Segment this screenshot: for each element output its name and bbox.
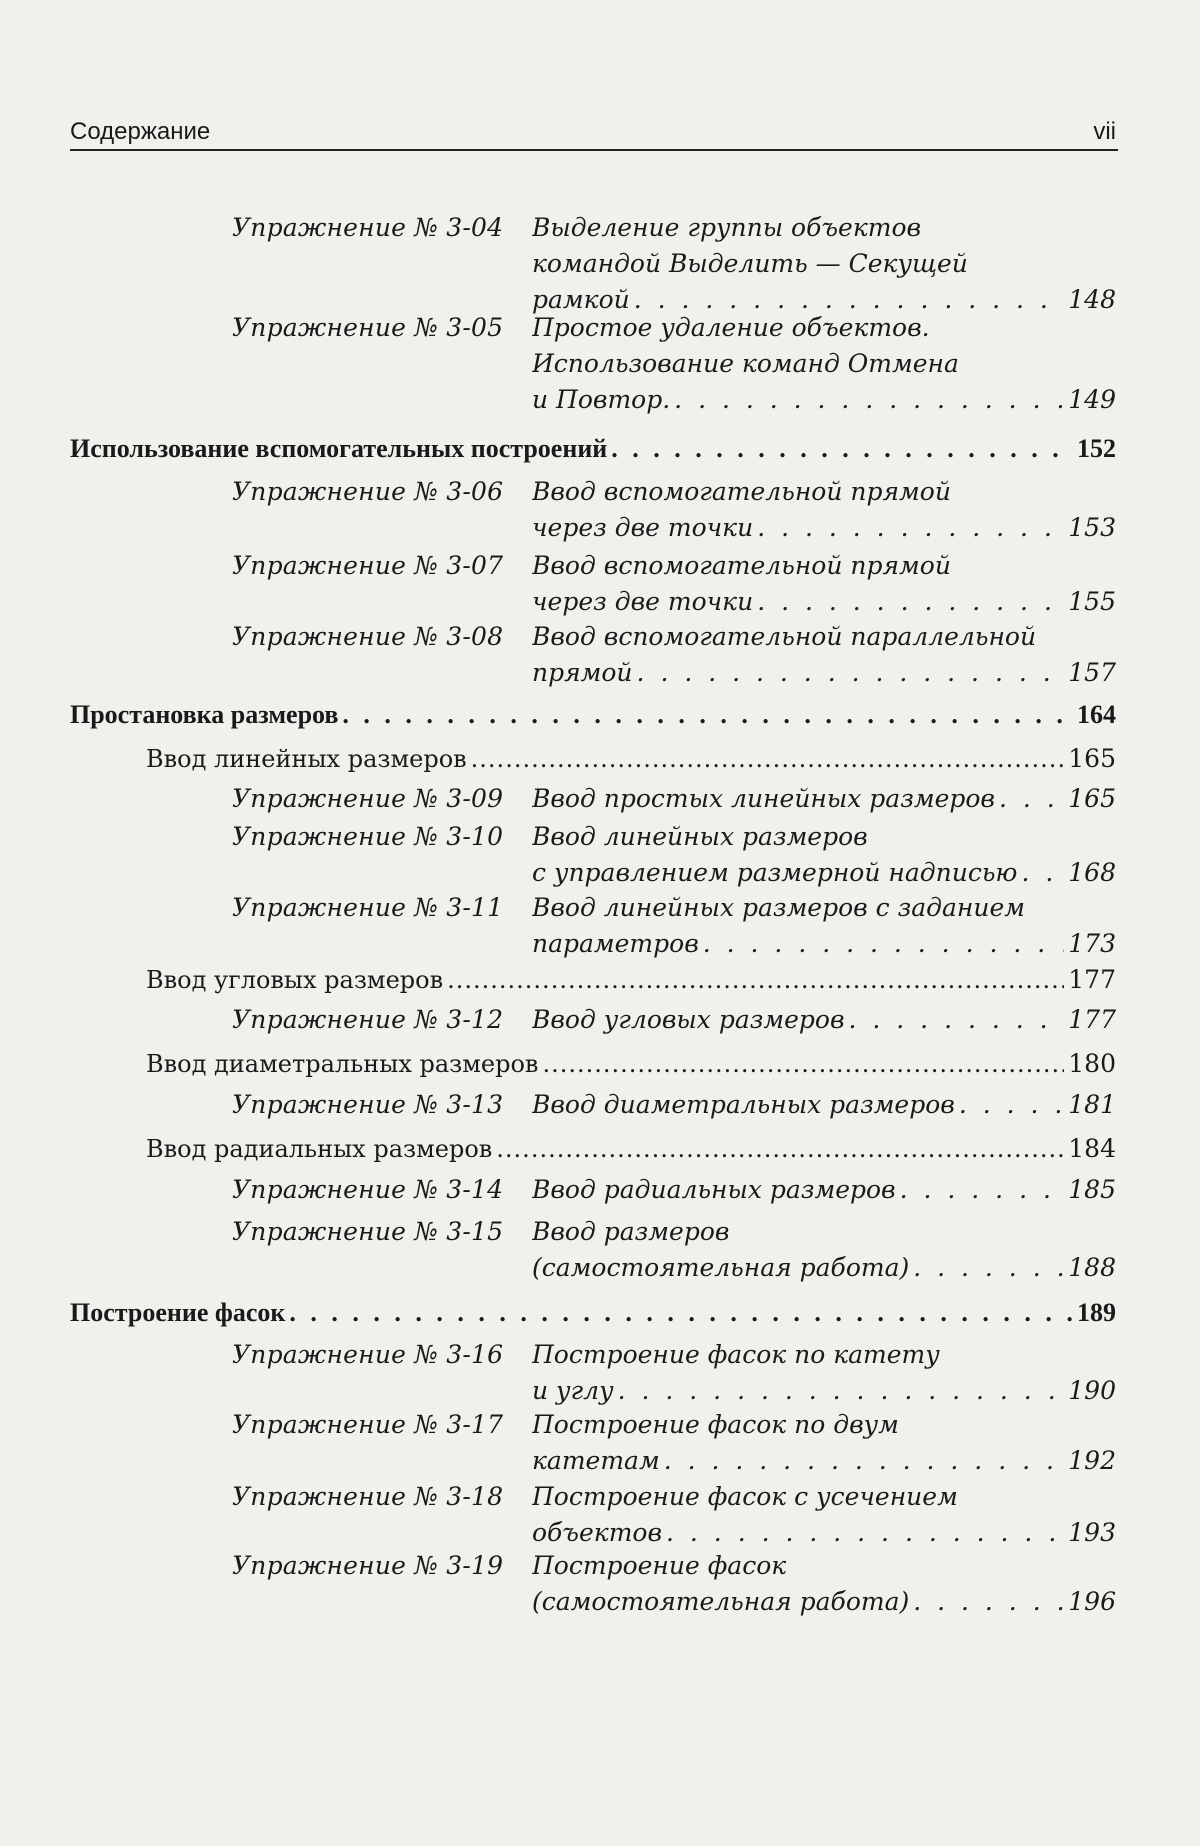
exercise-title-line bbox=[532, 1376, 1116, 1405]
exercise-title-line bbox=[532, 313, 1052, 342]
exercise-number: Упражнение № 3-09 bbox=[232, 784, 504, 813]
exercise-title-line bbox=[532, 1005, 1116, 1034]
exercise-page-number: 157 bbox=[1068, 658, 1116, 687]
exercise-page-number: 185 bbox=[1068, 1175, 1116, 1204]
exercise-number: Упражнение № 3-17 bbox=[232, 1410, 504, 1439]
exercise-title-text: Построение фасок с усечением bbox=[532, 1482, 958, 1511]
exercise-title-text: Ввод вспомогательной параллельной bbox=[532, 622, 1037, 651]
exercise-title-text: Ввод диаметральных размеров bbox=[532, 1090, 955, 1119]
leader-dots bbox=[849, 1005, 1065, 1034]
exercise-title-line bbox=[532, 1217, 1052, 1246]
exercise-number: Упражнение № 3-14 bbox=[232, 1175, 504, 1204]
leader-dots bbox=[634, 285, 1065, 314]
section-page-number: 152 bbox=[1077, 434, 1116, 463]
leader-dots bbox=[637, 658, 1065, 687]
section-page-number: 189 bbox=[1077, 1298, 1116, 1327]
section-title: Простановка размеров bbox=[70, 700, 339, 729]
exercise-title-line bbox=[532, 587, 1116, 616]
exercise-title-line bbox=[532, 1340, 1052, 1369]
leader-dots bbox=[757, 513, 1064, 542]
exercise-title-line bbox=[532, 1482, 1052, 1511]
leader-dots bbox=[900, 1175, 1065, 1204]
exercise-number: Упражнение № 3-08 bbox=[232, 622, 504, 651]
leader-dots bbox=[542, 1050, 1064, 1078]
leader-dots bbox=[1021, 858, 1064, 887]
exercise-title-text: (самостоятельная работа) bbox=[532, 1587, 910, 1616]
exercise-title-line bbox=[532, 784, 1116, 813]
exercise-page-number: 177 bbox=[1068, 1005, 1116, 1034]
exercise-title-line bbox=[532, 929, 1116, 958]
exercise-title-text: Ввод линейных размеров с заданием bbox=[532, 893, 1025, 922]
exercise-title-text: прямой bbox=[532, 658, 633, 687]
exercise-page-number: 188 bbox=[1068, 1253, 1116, 1282]
leader-dots bbox=[757, 587, 1064, 616]
exercise-page-number: 181 bbox=[1068, 1090, 1116, 1119]
exercise-title-line bbox=[532, 1518, 1116, 1547]
exercise-title-line bbox=[532, 349, 1052, 378]
leader-dots bbox=[959, 1090, 1064, 1119]
leader-dots bbox=[674, 385, 1064, 414]
exercise-number: Упражнение № 3-13 bbox=[232, 1090, 504, 1119]
exercise-title-text: Построение фасок по двум bbox=[532, 1410, 899, 1439]
exercise-title-text: параметров bbox=[532, 929, 699, 958]
exercise-title-text: Построение фасок bbox=[532, 1551, 787, 1580]
toc-subsection-entry[interactable] bbox=[146, 1134, 1116, 1163]
exercise-number: Упражнение № 3-11 bbox=[232, 893, 504, 922]
toc-section-entry[interactable] bbox=[70, 700, 1116, 730]
exercise-number: Упражнение № 3-16 bbox=[232, 1340, 504, 1369]
toc-section-entry[interactable] bbox=[70, 434, 1116, 464]
exercise-page-number: 153 bbox=[1068, 513, 1116, 542]
exercise-number: Упражнение № 3-07 bbox=[232, 551, 504, 580]
subsection-title: Ввод линейных размеров bbox=[146, 745, 467, 773]
exercise-title-line bbox=[532, 1410, 1052, 1439]
leader-dots bbox=[999, 784, 1064, 813]
exercise-title-line bbox=[532, 1446, 1116, 1475]
exercise-title-text: (самостоятельная работа) bbox=[532, 1253, 910, 1282]
exercise-title-text: Простое удаление объектов. bbox=[532, 313, 930, 342]
exercise-title-line bbox=[532, 893, 1052, 922]
exercise-title-line bbox=[532, 622, 1052, 651]
exercise-title-line bbox=[532, 1587, 1116, 1616]
subsection-page-number: 180 bbox=[1068, 1049, 1116, 1078]
subsection-title: Ввод радиальных размеров bbox=[146, 1135, 493, 1163]
exercise-title-text: и Повтор. bbox=[532, 385, 671, 414]
leader-dots bbox=[618, 1376, 1065, 1405]
exercise-title-text: катетам bbox=[532, 1446, 660, 1475]
leader-dots bbox=[471, 745, 1065, 773]
exercise-page-number: 192 bbox=[1068, 1446, 1116, 1475]
toc-section-entry[interactable] bbox=[70, 1298, 1116, 1328]
exercise-title-line bbox=[532, 213, 1052, 242]
exercise-title-text: Построение фасок по катету bbox=[532, 1340, 940, 1369]
exercise-number: Упражнение № 3-12 bbox=[232, 1005, 504, 1034]
exercise-title-line bbox=[532, 513, 1116, 542]
exercise-title-text: Ввод размеров bbox=[532, 1217, 730, 1246]
exercise-title-line bbox=[532, 1175, 1116, 1204]
exercise-number: Упражнение № 3-05 bbox=[232, 313, 504, 342]
running-header-title: Содержание bbox=[70, 118, 211, 145]
exercise-title-text: Использование команд Отмена bbox=[532, 349, 959, 378]
subsection-page-number: 177 bbox=[1068, 965, 1116, 994]
exercise-title-text: Выделение группы объектов bbox=[532, 213, 922, 242]
leader-dots bbox=[703, 929, 1065, 958]
exercise-number: Упражнение № 3-19 bbox=[232, 1551, 504, 1580]
exercise-title-text: и углу bbox=[532, 1376, 614, 1405]
exercise-title-text: Ввод вспомогательной прямой bbox=[532, 477, 951, 506]
exercise-number: Упражнение № 3-18 bbox=[232, 1482, 504, 1511]
section-title: Использование вспомогательных построений bbox=[70, 434, 608, 463]
exercise-page-number: 193 bbox=[1068, 1518, 1116, 1547]
subsection-page-number: 184 bbox=[1068, 1134, 1116, 1163]
toc-subsection-entry[interactable] bbox=[146, 1049, 1116, 1078]
exercise-page-number: 190 bbox=[1068, 1376, 1116, 1405]
subsection-title: Ввод угловых размеров bbox=[146, 966, 444, 994]
running-header-page-number: vii bbox=[1093, 118, 1116, 145]
exercise-title-line bbox=[532, 1551, 1052, 1580]
exercise-number: Упражнение № 3-15 bbox=[232, 1217, 504, 1246]
exercise-title-line bbox=[532, 858, 1116, 887]
subsection-title: Ввод диаметральных размеров bbox=[146, 1050, 539, 1078]
exercise-number: Упражнение № 3-10 bbox=[232, 822, 504, 851]
exercise-page-number: 173 bbox=[1068, 929, 1116, 958]
exercise-title-line bbox=[532, 822, 1052, 851]
exercise-number: Упражнение № 3-04 bbox=[232, 213, 504, 242]
exercise-title-line bbox=[532, 1253, 1116, 1282]
leader-dots bbox=[664, 1446, 1065, 1475]
exercise-title-line bbox=[532, 477, 1052, 506]
exercise-title-text: командой Выделить — Секущей bbox=[532, 249, 968, 278]
toc-subsection-entry[interactable] bbox=[146, 744, 1116, 773]
section-page-number: 164 bbox=[1077, 700, 1116, 729]
exercise-page-number: 148 bbox=[1068, 285, 1116, 314]
exercise-title-line bbox=[532, 1090, 1116, 1119]
exercise-title-line bbox=[532, 249, 1052, 278]
leader-dots bbox=[913, 1587, 1064, 1616]
leader-dots bbox=[666, 1518, 1064, 1547]
exercise-title-text: объектов bbox=[532, 1518, 663, 1547]
subsection-page-number: 165 bbox=[1068, 744, 1116, 773]
section-title: Построение фасок bbox=[70, 1298, 286, 1327]
exercise-page-number: 155 bbox=[1068, 587, 1116, 616]
exercise-title-text: Ввод угловых размеров bbox=[532, 1005, 845, 1034]
exercise-title-text: Ввод простых линейных размеров bbox=[532, 784, 995, 813]
leader-dots bbox=[289, 1298, 1073, 1328]
exercise-number: Упражнение № 3-06 bbox=[232, 477, 504, 506]
exercise-title-text: через две точки bbox=[532, 513, 754, 542]
exercise-title-text: через две точки bbox=[532, 587, 754, 616]
toc-subsection-entry[interactable] bbox=[146, 965, 1116, 994]
exercise-title-text: рамкой bbox=[532, 285, 630, 314]
exercise-title-line bbox=[532, 385, 1116, 414]
exercise-page-number: 196 bbox=[1068, 1587, 1116, 1616]
exercise-page-number: 168 bbox=[1068, 858, 1116, 887]
leader-dots bbox=[913, 1253, 1064, 1282]
exercise-page-number: 165 bbox=[1068, 784, 1116, 813]
exercise-title-text: с управлением размерной надписью bbox=[532, 858, 1018, 887]
leader-dots bbox=[342, 700, 1073, 730]
exercise-title-line bbox=[532, 658, 1116, 687]
leader-dots bbox=[611, 434, 1073, 464]
exercise-page-number: 149 bbox=[1068, 385, 1116, 414]
leader-dots bbox=[447, 966, 1064, 994]
leader-dots bbox=[496, 1135, 1064, 1163]
exercise-title-text: Ввод радиальных размеров bbox=[532, 1175, 896, 1204]
exercise-title-text: Ввод линейных размеров bbox=[532, 822, 868, 851]
exercise-title-line bbox=[532, 285, 1116, 314]
exercise-title-line bbox=[532, 551, 1052, 580]
exercise-title-text: Ввод вспомогательной прямой bbox=[532, 551, 951, 580]
